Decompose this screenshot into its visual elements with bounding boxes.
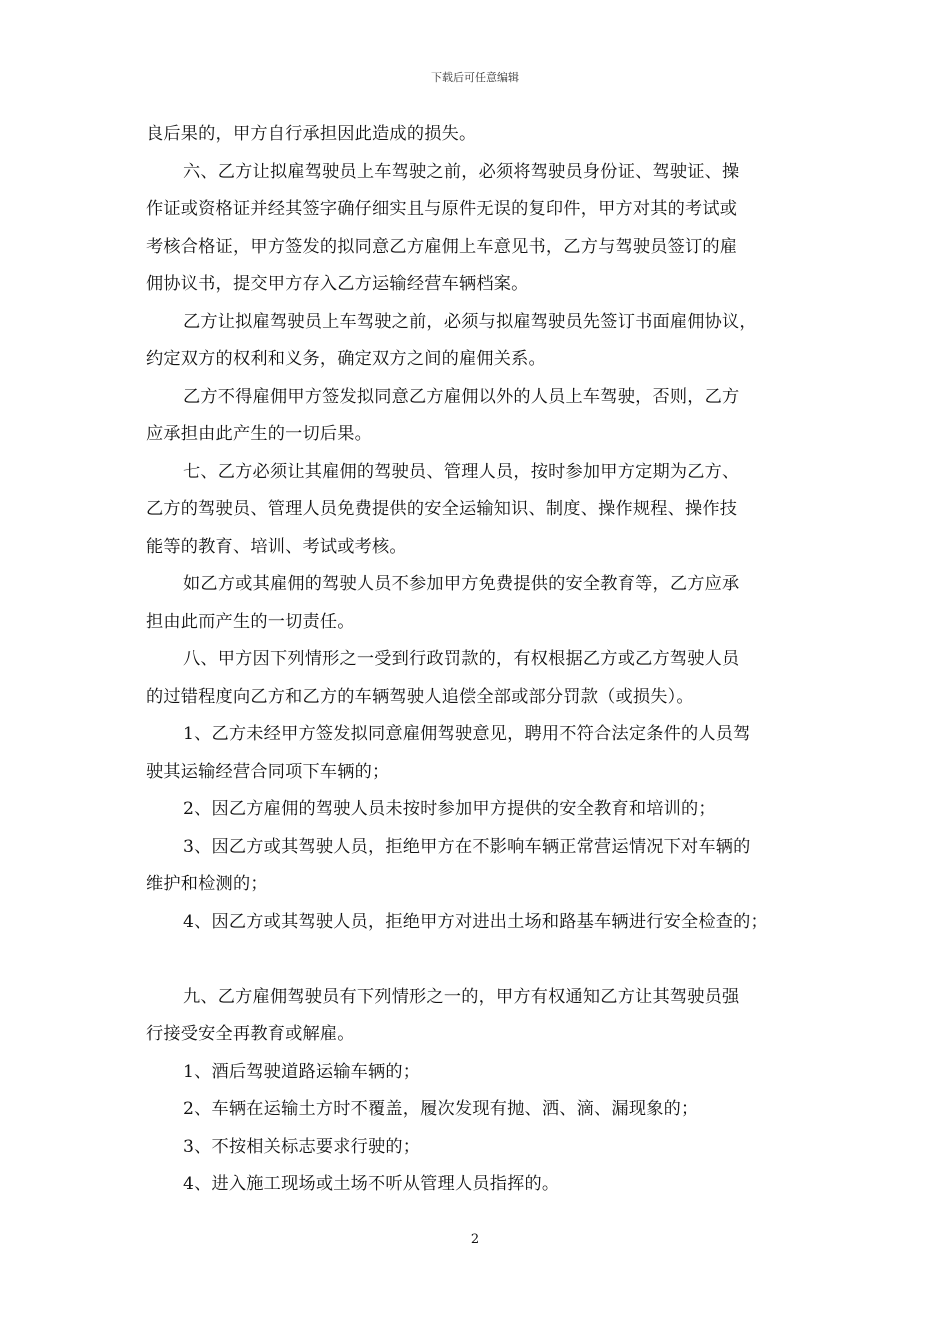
text-line: 能等的教育、培训、考试或考核。 (146, 536, 407, 557)
page-number: 2 (470, 1232, 480, 1247)
text-line: 六、乙方让拟雇驾驶员上车驾驶之前，必须将驾驶员身份证、驾驶证、操 (183, 161, 740, 182)
text-line: 乙方的驾驶员、管理人员免费提供的安全运输知识、制度、操作规程、操作技 (146, 499, 738, 519)
text-line: 九、乙方雇佣驾驶员有下列情形之一的，甲方有权通知乙方让其驾驶员强 (183, 986, 740, 1007)
text-line: 驶其运输经营合同项下车辆的； (146, 761, 390, 782)
text-line: 2、因乙方雇佣的驾驶人员未按时参加甲方提供的安全教育和培训的； (183, 799, 716, 819)
text-line: 作证或资格证并经其签字确仔细实且与原件无误的复印件，甲方对其的考试或 (146, 199, 738, 219)
text-line: 八、甲方因下列情形之一受到行政罚款的，有权根据乙方或乙方驾驶人员 (183, 649, 740, 669)
text-line: 担由此而产生的一切责任。 (146, 611, 355, 632)
text-line: 1、酒后驾驶道路运输车辆的； (183, 1061, 421, 1082)
text-line: 乙方不得雇佣甲方签发拟同意乙方雇佣以外的人员上车驾驶，否则，乙方 (183, 386, 740, 407)
document-body (146, 116, 818, 1204)
text-line: 4、因乙方或其驾驶人员，拒绝甲方对进出土场和路基车辆进行安全检查的； (183, 911, 768, 932)
text-line: 考核合格证，甲方签发的拟同意乙方雇佣上车意见书，乙方与驾驶员签订的雇 (146, 236, 738, 257)
text-line: 应承担由此产生的一切后果。 (146, 424, 373, 444)
text-line: 的过错程度向乙方和乙方的车辆驾驶人追偿全部或部分罚款（或损失）。 (146, 686, 694, 707)
text-line: 乙方让拟雇驾驶员上车驾驶之前，必须与拟雇驾驶员先签订书面雇佣协议， (183, 311, 757, 332)
text-line: 如乙方或其雇佣的驾驶人员不参加甲方免费提供的安全教育等，乙方应承 (183, 574, 740, 594)
blank-line (146, 941, 818, 979)
text-line: 3、不按相关标志要求行驶的； (183, 1136, 421, 1157)
text-line: 约定双方的权利和义务，确定双方之间的雇佣关系。 (146, 349, 546, 369)
text-line: 良后果的，甲方自行承担因此造成的损失。 (146, 124, 477, 144)
text-line: 维护和检测的； (146, 874, 268, 894)
text-line: 1、乙方未经甲方签发拟同意雇佣驾驶意见，聘用不符合法定条件的人员驾 (183, 724, 751, 744)
text-line: 2、车辆在运输土方时不覆盖，履次发现有抛、洒、滴、漏现象的； (183, 1099, 699, 1119)
text-line: 七、乙方必须让其雇佣的驾驶员、管理人员，按时参加甲方定期为乙方、 (183, 461, 740, 482)
text-line: 佣协议书，提交甲方存入乙方运输经营车辆档案。 (146, 274, 529, 294)
text-line: 4、进入施工现场或土场不听从管理人员指挥的。 (183, 1174, 560, 1194)
text-line: 行接受安全再教育或解雇。 (146, 1024, 355, 1044)
text-line: 3、因乙方或其驾驶人员，拒绝甲方在不影响车辆正常营运情况下对车辆的 (183, 836, 751, 857)
page-header: 下载后可任意编辑 (431, 71, 519, 84)
